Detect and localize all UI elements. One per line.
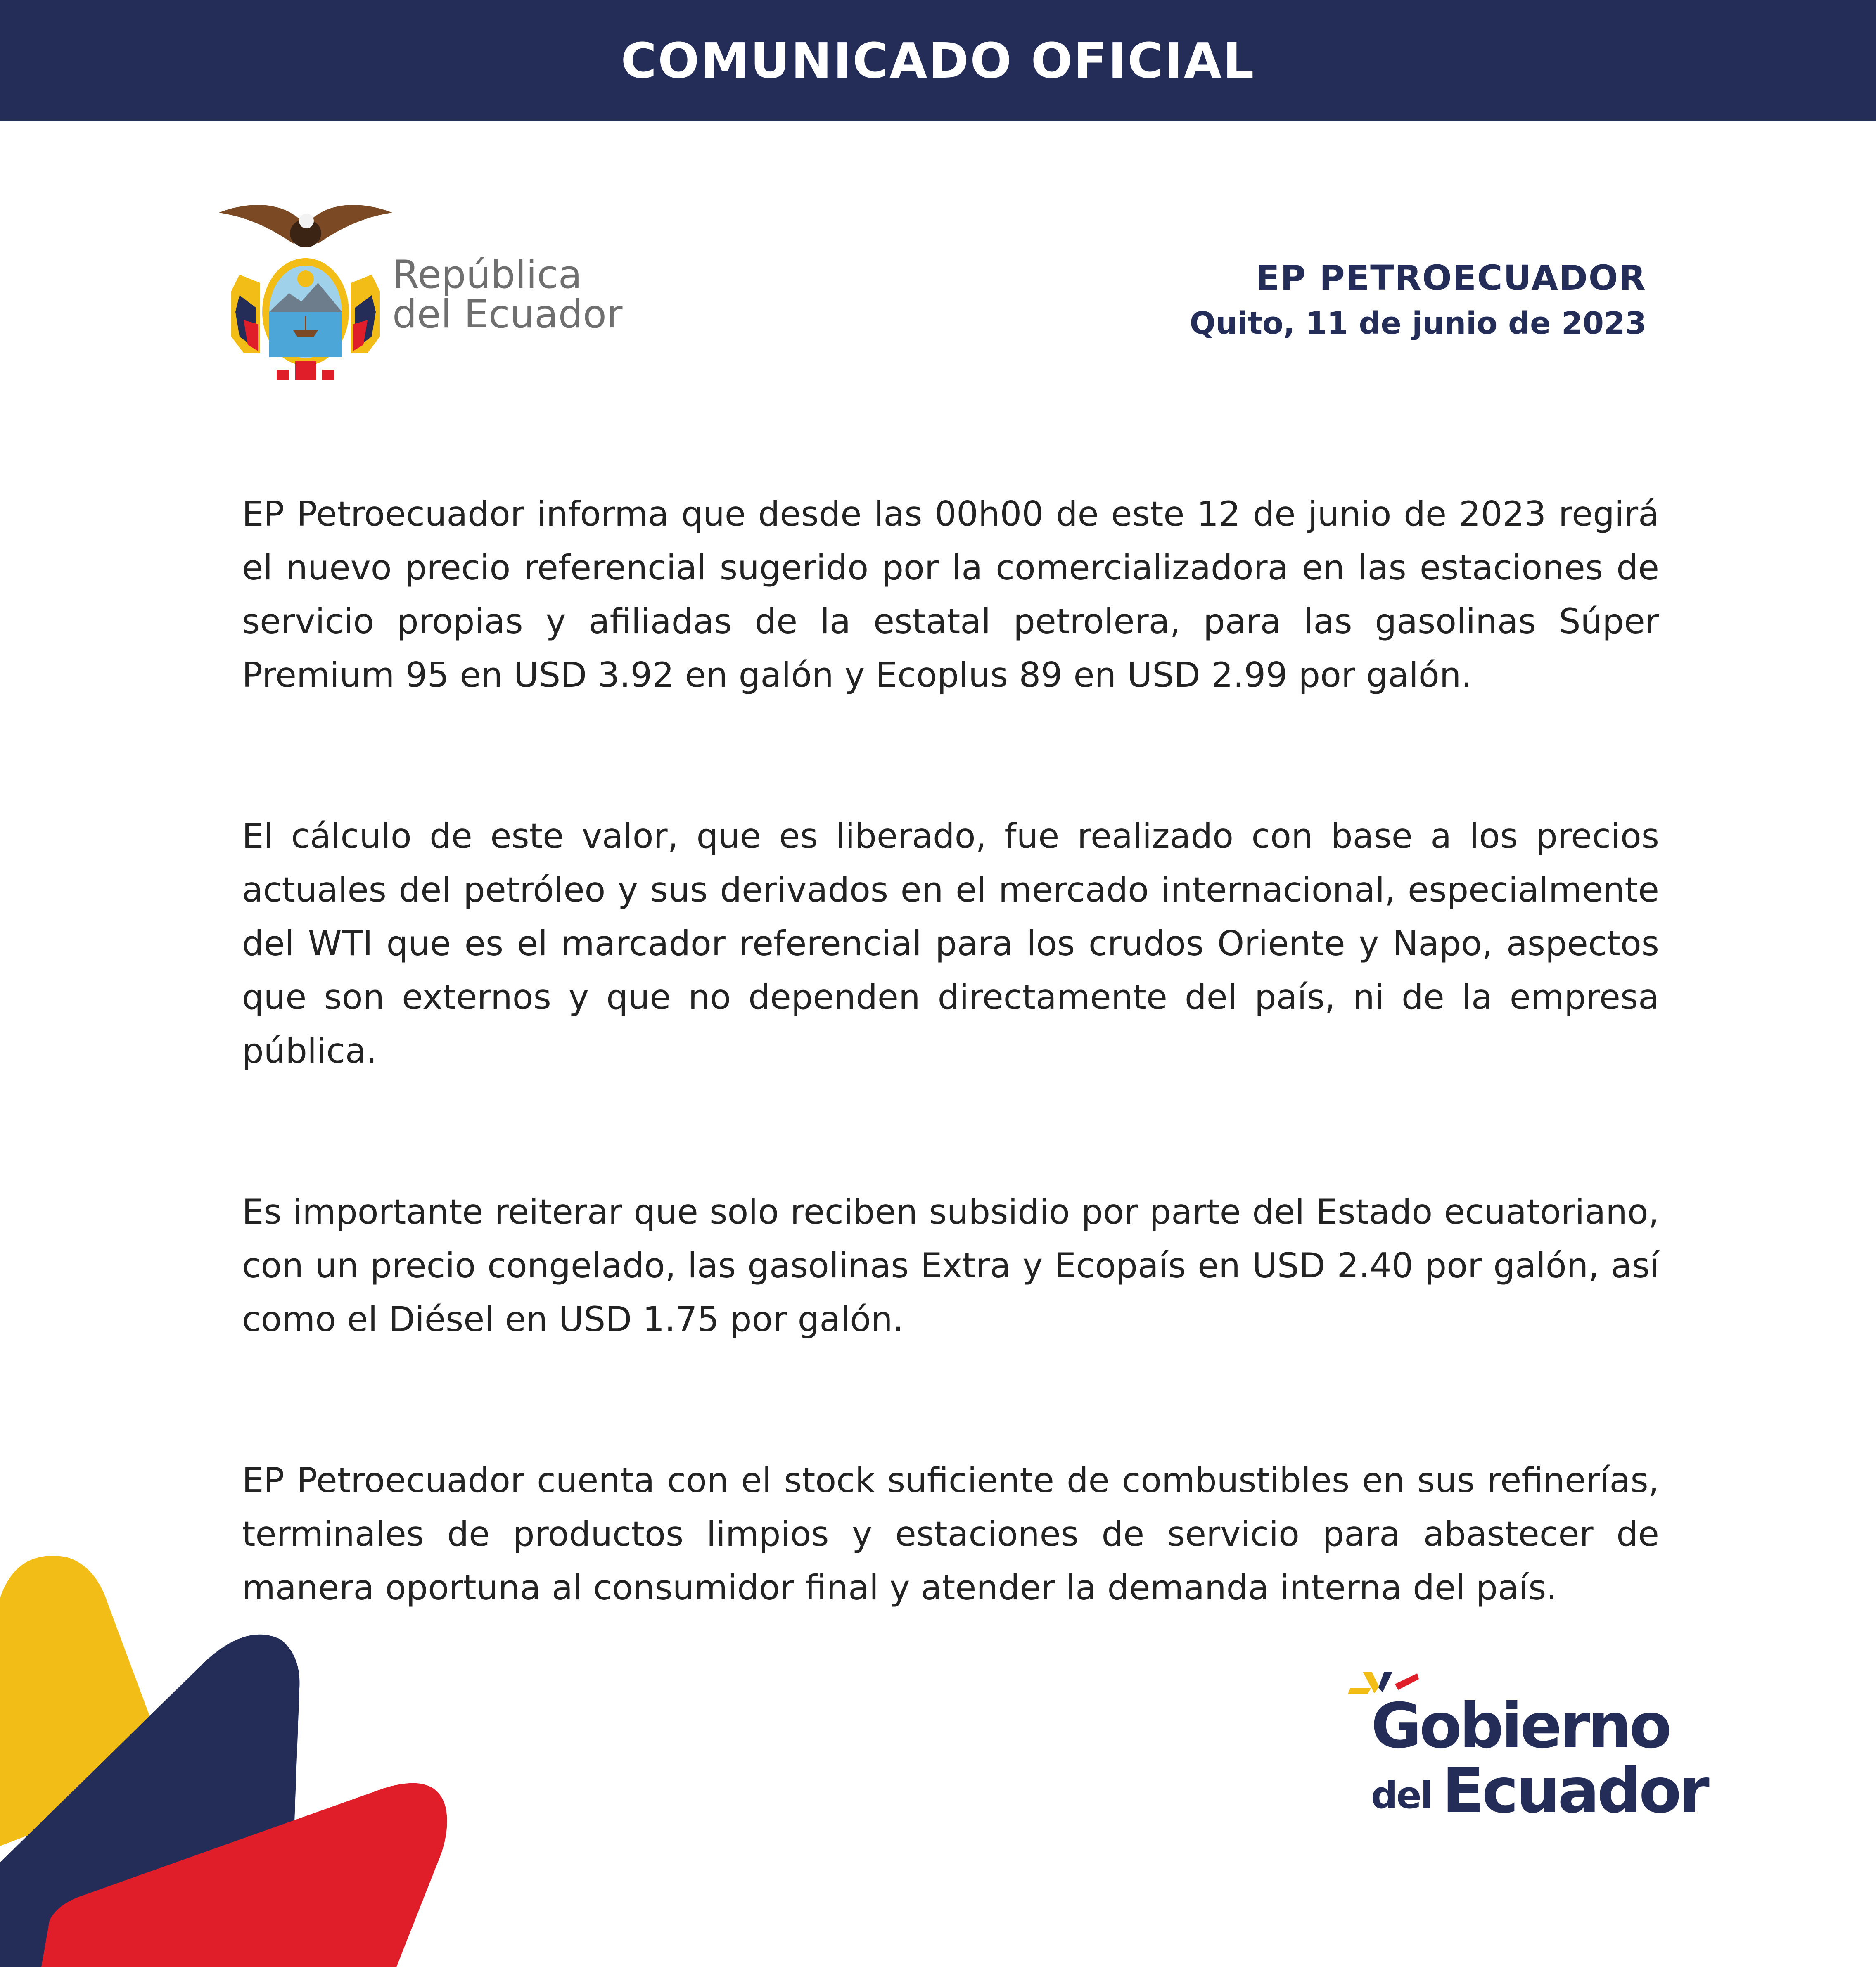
statement-body xyxy=(242,487,1659,1615)
ecuador-word: Ecuador xyxy=(1442,1755,1707,1827)
gobierno-word: Gobierno xyxy=(1371,1690,1670,1762)
sender-place-date: Quito, 11 de junio de 2023 xyxy=(1189,306,1646,341)
paragraph-4: EP Petroecuador cuenta con el stock suficiente de combustibles en sus refinerías, terminales de productos limpios y estaciones de servicio para abastecer de manera oportuna al consumidor final y atender la demanda interna del país. xyxy=(242,1460,1659,1608)
decorative-flag-shapes xyxy=(0,1549,462,1967)
ecuador-coat-of-arms-icon xyxy=(215,188,396,386)
paragraph-1: EP Petroecuador informa que desde las 00h00 de este 12 de junio de 2023 regirá el nuevo precio referencial sugerido por la comercializadora en las estaciones de servicio propias y afiliadas de la estatal petrolera, para las gasolinas Súper Premium 95 en USD 3.92 en galón y Ecoplus 89 en USD 2.99 por galón. xyxy=(242,494,1659,695)
sender-organization: EP PETROECUADOR xyxy=(1255,258,1646,298)
sender-block xyxy=(1190,255,1646,346)
gobierno-del-ecuador-logo xyxy=(1346,1668,1707,1834)
header-bar xyxy=(0,0,1876,121)
republica-line-1: República xyxy=(392,252,582,297)
page-title: COMUNICADO OFICIAL xyxy=(621,32,1255,89)
republica-line-2: del Ecuador xyxy=(392,292,623,337)
paragraph-2: El cálculo de este valor, que es liberado, fue realizado con base a los precios actuales del petróleo y sus derivados en el mercado internacional, especialmente del WTI que es el marcador referencial para los crudos Oriente y Napo, aspectos que son externos y que no dependen directamente del país, ni de la empresa pública. xyxy=(242,816,1659,1071)
republica-wordmark xyxy=(392,252,623,337)
del-word: del xyxy=(1371,1774,1432,1817)
paragraph-3: Es importante reiterar que solo reciben subsidio por parte del Estado ecuatoriano, con un precio congelado, las gasolinas Extra y Ecopaís en USD 2.40 por galón, así como el Diésel en USD 1.75 por galón. xyxy=(242,1192,1659,1339)
